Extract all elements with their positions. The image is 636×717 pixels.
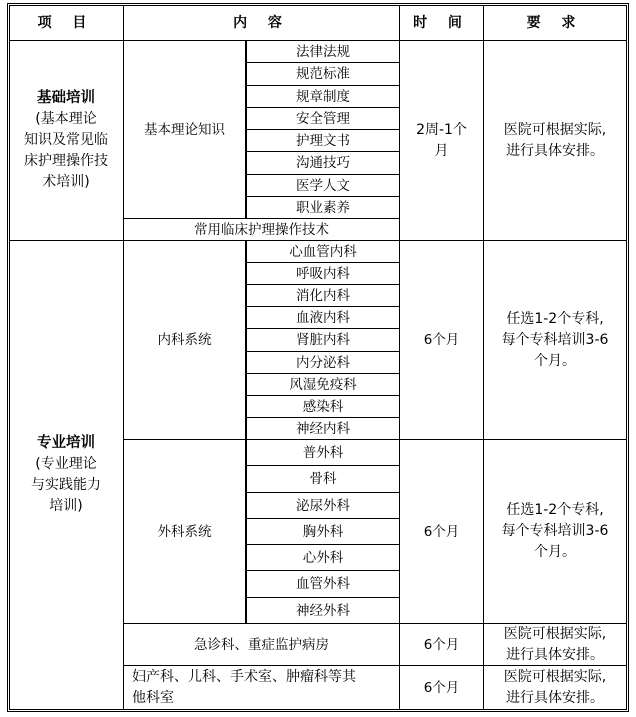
internal-requirement <box>484 241 627 440</box>
emergency-requirement <box>484 624 627 666</box>
surgery-department-item: 心外科 <box>246 545 400 571</box>
basic-knowledge-label: 基本理论知识 <box>124 41 246 219</box>
header-item: 项 目 <box>9 5 124 41</box>
surgery-requirement-line: 每个专科培训3-6 <box>501 523 609 539</box>
basic-time-line: 2周-1个 <box>416 121 467 138</box>
header-time: 时 间 <box>400 5 484 41</box>
emergency-requirement-line: 医院可根据实际, <box>503 625 607 642</box>
specialty-training-title: 专业培训 <box>37 435 95 451</box>
surgery-requirement <box>484 440 627 624</box>
internal-department-item: 感染科 <box>246 396 400 418</box>
surgery-department-item: 泌尿外科 <box>246 493 400 519</box>
emergency-time: 6个月 <box>400 624 484 666</box>
internal-department-item: 内分泌科 <box>246 352 400 374</box>
specialty-training-desc-line: (专业理论 <box>35 456 97 472</box>
emergency-requirement-line: 进行具体安排。 <box>506 646 604 663</box>
internal-requirement-line: 每个专科培训3-6 <box>501 331 609 348</box>
other-departments-line: 他科室 <box>132 689 174 706</box>
specialty-training-item <box>9 241 124 710</box>
basic-topic-item: 规章制度 <box>246 86 400 108</box>
basic-requirement-line: 进行具体安排。 <box>506 142 604 159</box>
other-departments-label <box>124 666 400 710</box>
internal-department-item: 神经内科 <box>246 418 400 440</box>
others-requirement-line: 进行具体安排。 <box>506 689 604 706</box>
surgery-department-item: 骨科 <box>246 466 400 493</box>
internal-department-item: 呼吸内科 <box>246 263 400 285</box>
surgery-requirement-line: 任选1-2个专科, <box>506 502 604 518</box>
basic-time-line: 月 <box>434 142 449 159</box>
basic-topic-item: 职业素养 <box>246 197 400 219</box>
others-time: 6个月 <box>400 666 484 710</box>
basic-training-title: 基础培训 <box>37 90 95 106</box>
basic-topic-item: 护理文书 <box>246 130 400 152</box>
internal-department-item: 心血管内科 <box>246 241 400 263</box>
internal-medicine-label: 内科系统 <box>124 241 246 440</box>
internal-requirement-line: 个月。 <box>534 352 576 369</box>
surgery-requirement-line: 个月。 <box>534 544 576 560</box>
others-requirement-line: 医院可根据实际, <box>503 668 607 685</box>
specialty-training-desc-line: 与实践能力 <box>31 477 101 493</box>
basic-topic-item: 规范标准 <box>246 63 400 86</box>
internal-department-item: 血液内科 <box>246 307 400 329</box>
basic-training-desc-line: 知识及常见临 <box>24 132 108 148</box>
basic-topic-item: 法律法规 <box>246 41 400 63</box>
basic-training-item <box>9 41 124 241</box>
basic-time <box>400 41 484 241</box>
basic-topic-item: 医学人文 <box>246 175 400 197</box>
header-content: 内 容 <box>124 5 400 41</box>
internal-department-item: 风湿免疫科 <box>246 374 400 396</box>
training-plan-table <box>9 5 627 710</box>
basic-training-desc-line: 术培训) <box>42 174 90 190</box>
surgery-time: 6个月 <box>400 440 484 624</box>
header-requirement: 要 求 <box>484 5 627 41</box>
specialty-training-desc-line: 培训) <box>49 498 83 514</box>
others-requirement <box>484 666 627 710</box>
basic-topic-item: 沟通技巧 <box>246 152 400 175</box>
internal-department-item: 消化内科 <box>246 285 400 307</box>
clinical-skills-label: 常用临床护理操作技术 <box>124 219 400 241</box>
basic-training-desc-line: 床护理操作技 <box>24 153 108 169</box>
internal-time: 6个月 <box>400 241 484 440</box>
surgery-department-item: 血管外科 <box>246 571 400 598</box>
internal-requirement-line: 任选1-2个专科, <box>506 310 604 327</box>
surgery-label: 外科系统 <box>124 440 246 624</box>
surgery-department-item: 神经外科 <box>246 598 400 624</box>
internal-department-item: 肾脏内科 <box>246 329 400 352</box>
basic-requirement <box>484 41 627 241</box>
basic-requirement-line: 医院可根据实际, <box>503 121 607 138</box>
other-departments-line: 妇产科、儿科、手术室、肿瘤科等其 <box>132 668 356 685</box>
emergency-icu-label: 急诊科、重症监护病房 <box>124 624 400 666</box>
surgery-department-item: 胸外科 <box>246 519 400 545</box>
surgery-department-item: 普外科 <box>246 440 400 466</box>
basic-topic-item: 安全管理 <box>246 108 400 130</box>
basic-training-desc-line: (基本理论 <box>35 111 97 127</box>
